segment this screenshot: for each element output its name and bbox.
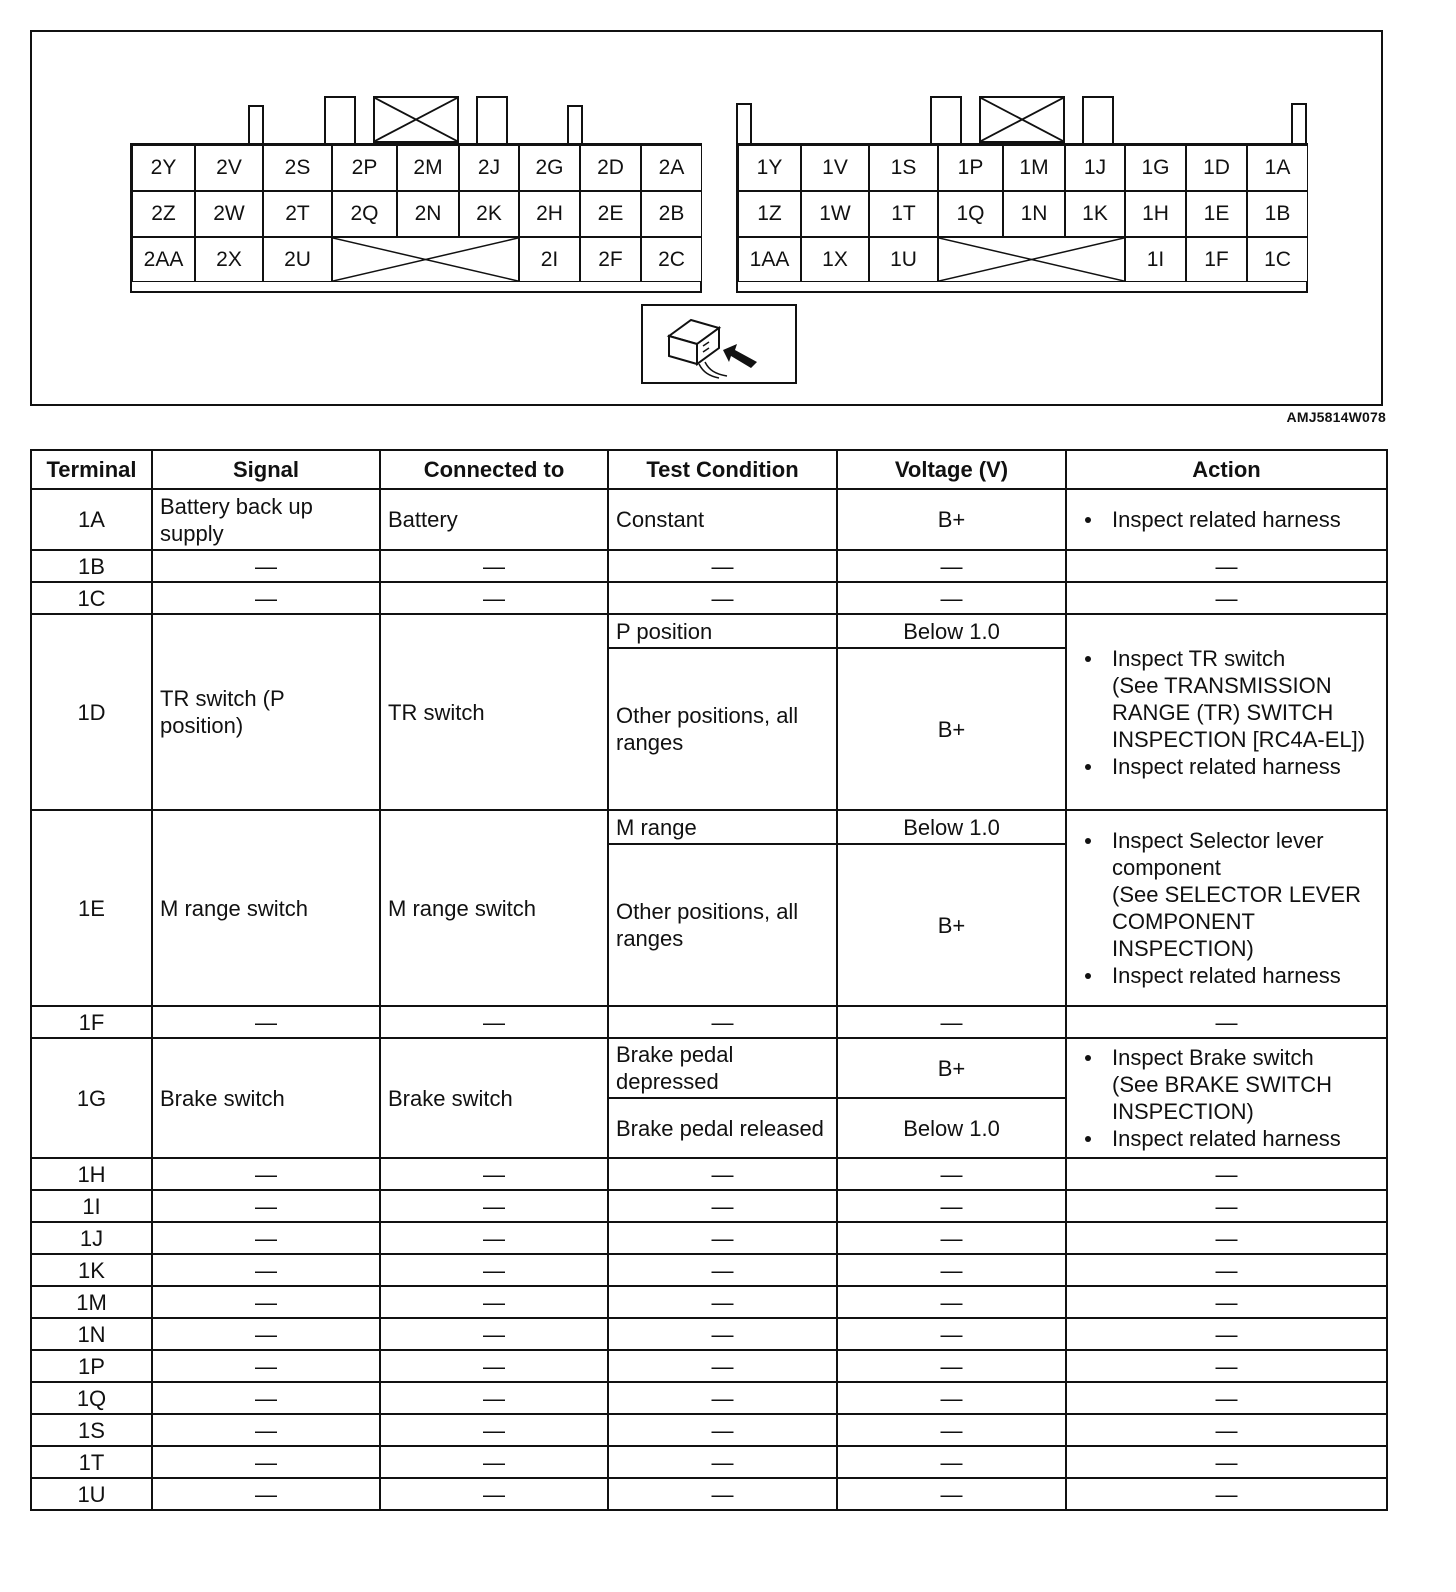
terminal-pin-1d: 1D (1186, 145, 1247, 191)
condition-cell: Brake pedal released (608, 1098, 837, 1158)
signal-cell: — (152, 1190, 380, 1222)
condition-cell: — (608, 1222, 837, 1254)
terminal-pin-2u: 2U (263, 237, 332, 282)
action-item (1074, 827, 1379, 962)
col-header-voltage: Voltage (V) (837, 450, 1066, 489)
connected-to-cell: Brake switch (380, 1038, 608, 1158)
terminal-pin-2v: 2V (195, 145, 263, 191)
terminal-cell: 1S (31, 1414, 152, 1446)
terminal-pin-1w: 1W (801, 191, 869, 237)
terminal-pin-1v: 1V (801, 145, 869, 191)
signal-cell: — (152, 1350, 380, 1382)
terminal-pin-2s: 2S (263, 145, 332, 191)
action-cell: — (1066, 1158, 1387, 1190)
terminal-pin-1a: 1A (1247, 145, 1308, 191)
terminal-pin-1h: 1H (1125, 191, 1186, 237)
action-item: Inspect related harness (1074, 962, 1379, 989)
col-header-signal: Signal (152, 450, 380, 489)
connected-to-cell: — (380, 1350, 608, 1382)
terminal-pin-1b: 1B (1247, 191, 1308, 237)
voltage-cell: B+ (837, 648, 1066, 810)
condition-cell: — (608, 1382, 837, 1414)
connector-2-key-cross-icon (373, 96, 459, 143)
table-row (31, 614, 1387, 648)
terminal-pin-1j: 1J (1065, 145, 1125, 191)
signal-cell: — (152, 1478, 380, 1510)
connected-to-cell: — (380, 1478, 608, 1510)
terminal-pin-1e: 1E (1186, 191, 1247, 237)
condition-cell: M range (608, 810, 837, 844)
terminal-pin-2aa: 2AA (132, 237, 195, 282)
action-main: Inspect Brake switch (1112, 1045, 1314, 1070)
signal-cell: M range switch (152, 810, 380, 1006)
voltage-cell: — (837, 1350, 1066, 1382)
action-cell (1066, 1038, 1387, 1158)
connected-to-cell: — (380, 550, 608, 582)
terminal-cell: 1E (31, 810, 152, 1006)
action-cell: — (1066, 1190, 1387, 1222)
table-row (31, 1286, 1387, 1318)
terminal-pin-2z: 2Z (132, 191, 195, 237)
table-row (31, 1382, 1387, 1414)
table-row (31, 1478, 1387, 1510)
condition-cell: Other positions, all ranges (608, 844, 837, 1006)
action-cell (1066, 614, 1387, 810)
voltage-cell: — (837, 582, 1066, 614)
terminal-cell: 1M (31, 1286, 152, 1318)
terminal-pin-1t: 1T (869, 191, 938, 237)
terminal-cell: 1N (31, 1318, 152, 1350)
terminal-pin-1z: 1Z (738, 191, 801, 237)
voltage-cell: — (837, 1382, 1066, 1414)
terminal-pin-1g: 1G (1125, 145, 1186, 191)
terminal-pin-2f: 2F (580, 237, 641, 282)
signal-cell: — (152, 1006, 380, 1038)
connector-diagram (30, 30, 1383, 406)
connected-to-cell: — (380, 1190, 608, 1222)
table-row (31, 489, 1387, 550)
voltage-cell: — (837, 550, 1066, 582)
terminal-cell: 1F (31, 1006, 152, 1038)
table-row (31, 1158, 1387, 1190)
col-header-terminal: Terminal (31, 450, 152, 489)
table-row (31, 582, 1387, 614)
terminal-cell: 1U (31, 1478, 152, 1510)
action-cell: — (1066, 1222, 1387, 1254)
empty-cavity-cross-icon (332, 237, 519, 282)
action-item: Inspect related harness (1074, 1125, 1379, 1152)
terminal-pin-2y: 2Y (132, 145, 195, 191)
terminal-pin-1m: 1M (1003, 145, 1065, 191)
table-row (31, 1254, 1387, 1286)
condition-cell: — (608, 1158, 837, 1190)
signal-cell: — (152, 1318, 380, 1350)
connector-2-guide-tab (476, 96, 508, 143)
connected-to-cell: — (380, 1222, 608, 1254)
action-main: Inspect Selector lever component (1112, 828, 1324, 880)
terminal-cell: 1I (31, 1190, 152, 1222)
condition-cell: P position (608, 614, 837, 648)
voltage-cell: — (837, 1158, 1066, 1190)
terminal-pin-1aa: 1AA (738, 237, 801, 282)
connector-2-guide-tab (324, 96, 356, 143)
terminal-cell: 1Q (31, 1382, 152, 1414)
signal-cell: — (152, 1414, 380, 1446)
action-cell: — (1066, 1478, 1387, 1510)
voltage-cell: B+ (837, 1038, 1066, 1098)
table-row (31, 1222, 1387, 1254)
action-cell: — (1066, 1318, 1387, 1350)
connected-to-cell: — (380, 1446, 608, 1478)
terminal-pin-2t: 2T (263, 191, 332, 237)
terminal-pin-2q: 2Q (332, 191, 397, 237)
signal-cell: Brake switch (152, 1038, 380, 1158)
table-row (31, 1446, 1387, 1478)
harness-side-view-icon (641, 304, 797, 384)
terminal-pin-1c: 1C (1247, 237, 1308, 282)
col-header-test-condition: Test Condition (608, 450, 837, 489)
table-row (31, 1006, 1387, 1038)
action-cell: — (1066, 1414, 1387, 1446)
connector-2-latch-tab (567, 105, 583, 143)
terminal-pin-2w: 2W (195, 191, 263, 237)
action-cell: — (1066, 582, 1387, 614)
condition-cell: — (608, 1190, 837, 1222)
table-row (31, 1350, 1387, 1382)
voltage-cell: — (837, 1006, 1066, 1038)
voltage-cell: Below 1.0 (837, 1098, 1066, 1158)
empty-cavity-cross-icon (938, 237, 1125, 282)
voltage-cell: — (837, 1190, 1066, 1222)
terminal-pin-1k: 1K (1065, 191, 1125, 237)
connected-to-cell: — (380, 1254, 608, 1286)
condition-cell: — (608, 1286, 837, 1318)
table-row (31, 1190, 1387, 1222)
terminal-pin-1n: 1N (1003, 191, 1065, 237)
terminal-pin-2j: 2J (459, 145, 519, 191)
action-cell: — (1066, 1350, 1387, 1382)
condition-cell: — (608, 1414, 837, 1446)
terminal-voltage-table (30, 449, 1388, 1511)
connector-1-latch-tab (736, 103, 752, 143)
voltage-cell: B+ (837, 489, 1066, 550)
voltage-cell: Below 1.0 (837, 614, 1066, 648)
condition-cell: — (608, 1446, 837, 1478)
figure-id: AMJ5814W078 (1286, 409, 1386, 425)
voltage-cell: — (837, 1286, 1066, 1318)
terminal-cell: 1J (31, 1222, 152, 1254)
table-row (31, 1038, 1387, 1098)
terminal-pin-1p: 1P (938, 145, 1003, 191)
condition-cell: — (608, 1478, 837, 1510)
terminal-cell: 1P (31, 1350, 152, 1382)
voltage-cell: Below 1.0 (837, 810, 1066, 844)
connector-2 (130, 143, 702, 293)
terminal-pin-2n: 2N (397, 191, 459, 237)
voltage-cell: — (837, 1414, 1066, 1446)
table-row (31, 810, 1387, 844)
voltage-cell: B+ (837, 844, 1066, 1006)
table-row (31, 1414, 1387, 1446)
terminal-cell: 1C (31, 582, 152, 614)
connector-1 (736, 143, 1308, 293)
action-item: Inspect related harness (1074, 753, 1379, 780)
voltage-cell: — (837, 1446, 1066, 1478)
voltage-cell: — (837, 1254, 1066, 1286)
terminal-pin-2d: 2D (580, 145, 641, 191)
terminal-pin-2i: 2I (519, 237, 580, 282)
terminal-pin-2g: 2G (519, 145, 580, 191)
condition-cell: — (608, 550, 837, 582)
action-cell (1066, 810, 1387, 1006)
terminal-pin-2p: 2P (332, 145, 397, 191)
terminal-pin-2c: 2C (641, 237, 702, 282)
voltage-cell: — (837, 1478, 1066, 1510)
connected-to-cell: — (380, 582, 608, 614)
terminal-pin-2e: 2E (580, 191, 641, 237)
connector-1-guide-tab (930, 96, 962, 143)
action-cell (1066, 489, 1387, 550)
action-cell: — (1066, 1446, 1387, 1478)
connector-1-latch-tab (1291, 103, 1307, 143)
terminal-pin-1x: 1X (801, 237, 869, 282)
terminal-cell: 1A (31, 489, 152, 550)
connected-to-cell: — (380, 1414, 608, 1446)
condition-cell: — (608, 1318, 837, 1350)
condition-cell: — (608, 1006, 837, 1038)
signal-cell: — (152, 1222, 380, 1254)
action-item (1074, 1044, 1379, 1125)
action-cell: — (1066, 1382, 1387, 1414)
voltage-cell: — (837, 1222, 1066, 1254)
terminal-pin-1s: 1S (869, 145, 938, 191)
table-header-row (31, 450, 1387, 489)
terminal-pin-2k: 2K (459, 191, 519, 237)
action-cell: — (1066, 1006, 1387, 1038)
action-cell: — (1066, 1254, 1387, 1286)
col-header-action: Action (1066, 450, 1387, 489)
terminal-cell: 1T (31, 1446, 152, 1478)
connected-to-cell: M range switch (380, 810, 608, 1006)
terminal-pin-1y: 1Y (738, 145, 801, 191)
connected-to-cell: Battery (380, 489, 608, 550)
action-cell: — (1066, 1286, 1387, 1318)
condition-cell: — (608, 1350, 837, 1382)
connector-1-guide-tab (1082, 96, 1114, 143)
terminal-pin-2a: 2A (641, 145, 702, 191)
connected-to-cell: — (380, 1318, 608, 1350)
action-reference: (See TRANSMISSION RANGE (TR) SWITCH INSPECTION [RC4A-EL]) (1112, 672, 1366, 752)
terminal-pin-1q: 1Q (938, 191, 1003, 237)
signal-cell: — (152, 582, 380, 614)
condition-cell: — (608, 1254, 837, 1286)
connected-to-cell: — (380, 1158, 608, 1190)
action-item (1074, 645, 1379, 753)
connected-to-cell: — (380, 1382, 608, 1414)
terminal-pin-2m: 2M (397, 145, 459, 191)
table-row (31, 1318, 1387, 1350)
terminal-cell: 1G (31, 1038, 152, 1158)
action-main: Inspect TR switch (1112, 645, 1286, 671)
terminal-pin-2x: 2X (195, 237, 263, 282)
voltage-cell: — (837, 1318, 1066, 1350)
action-reference: (See BRAKE SWITCH INSPECTION) (1112, 1072, 1333, 1124)
terminal-cell: 1H (31, 1158, 152, 1190)
action-cell: — (1066, 550, 1387, 582)
connected-to-cell: TR switch (380, 614, 608, 810)
signal-cell: — (152, 1254, 380, 1286)
col-header-connected-to: Connected to (380, 450, 608, 489)
terminal-cell: 1D (31, 614, 152, 810)
condition-cell: Other positions, all ranges (608, 648, 837, 810)
connector-1-key-cross-icon (979, 96, 1065, 143)
terminal-cell: 1K (31, 1254, 152, 1286)
terminal-pin-1u: 1U (869, 237, 938, 282)
action-reference: (See SELECTOR LEVER COMPONENT INSPECTION) (1112, 882, 1362, 961)
action-item: Inspect related harness (1074, 506, 1379, 533)
signal-cell: — (152, 1286, 380, 1318)
condition-cell: Brake pedal depressed (608, 1038, 837, 1098)
table-row (31, 550, 1387, 582)
terminal-pin-1f: 1F (1186, 237, 1247, 282)
condition-cell: — (608, 582, 837, 614)
terminal-pin-2h: 2H (519, 191, 580, 237)
condition-cell: Constant (608, 489, 837, 550)
terminal-pin-1i: 1I (1125, 237, 1186, 282)
connector-2-latch-tab (248, 105, 264, 143)
connected-to-cell: — (380, 1006, 608, 1038)
terminal-pin-2b: 2B (641, 191, 702, 237)
signal-cell: Battery back up supply (152, 489, 380, 550)
signal-cell: TR switch (P position) (152, 614, 380, 810)
terminal-cell: 1B (31, 550, 152, 582)
signal-cell: — (152, 1382, 380, 1414)
signal-cell: — (152, 550, 380, 582)
connected-to-cell: — (380, 1286, 608, 1318)
signal-cell: — (152, 1158, 380, 1190)
signal-cell: — (152, 1446, 380, 1478)
